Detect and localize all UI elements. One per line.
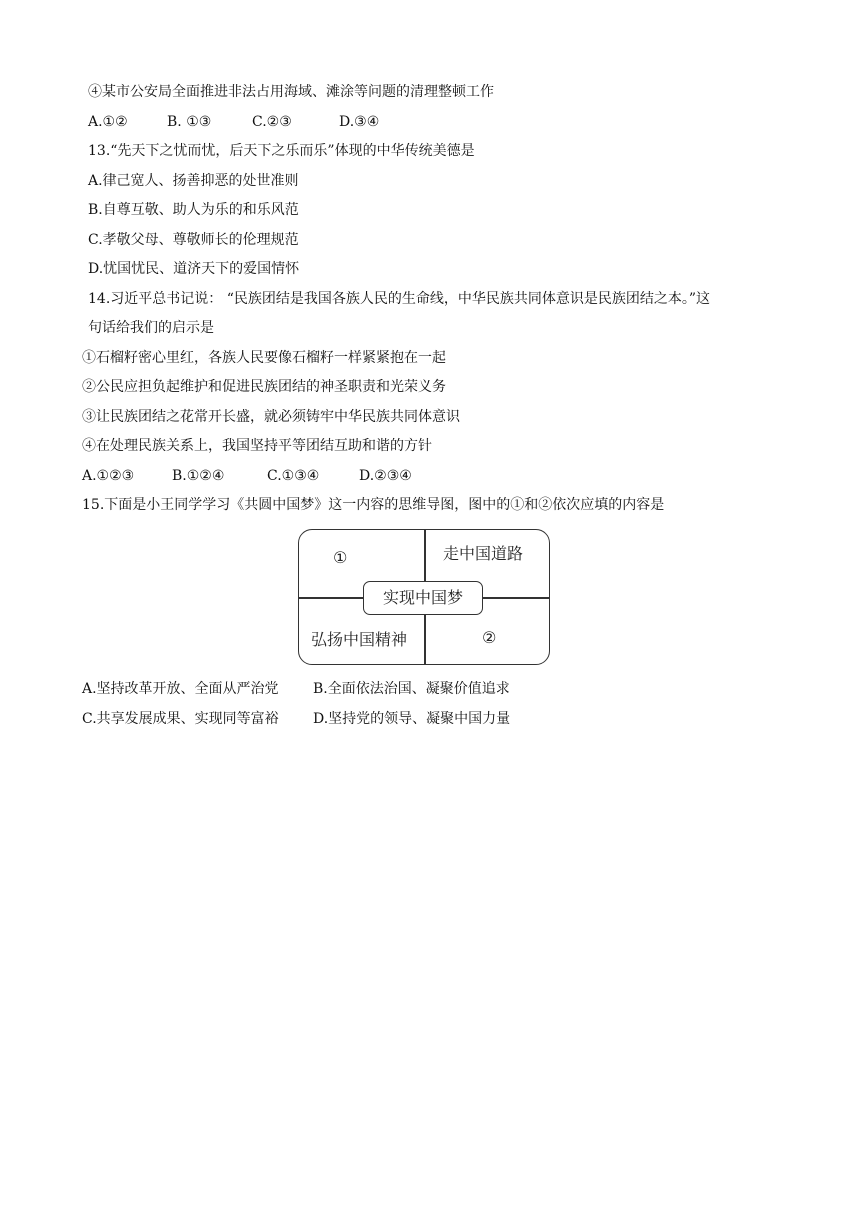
q14-item-1: ①石榴籽密心里红，各族人民要像石榴籽一样紧紧抱在一起 [82,350,446,366]
q13-option-b: B.自尊互敬、助人为乐的和乐风范 [88,202,299,218]
q13-stem: 13.“先天下之忧而忧，后天下之乐而乐”体现的中华传统美德是 [88,143,475,159]
q14-item-2: ②公民应担负起维护和促进民族团结的神圣职责和光荣义务 [82,379,446,395]
q14-item-3: ③让民族团结之花常开长盛，就必须铸牢中华民族共同体意识 [82,409,460,425]
q14-options [82,467,412,485]
q14-option-a: A.①②③ [82,468,135,484]
q12-options [88,113,379,131]
mind-map-top-right: 走中国道路 [443,544,524,563]
q13-option-d: D.忧国忧民、道济天下的爱国情怀 [88,261,300,277]
mind-map-blank-2: ② [482,628,497,647]
q14-option-d: D.②③④ [359,468,412,484]
q15-option-a: A.坚持改革开放、全面从严治党 [82,681,279,697]
mind-map-bottom-left: 弘扬中国精神 [311,630,408,649]
mind-map-diagram [298,529,550,665]
q14-option-c: C.①③④ [267,468,320,484]
mind-map-blank-1: ① [333,548,348,567]
q14-item-4: ④在处理民族关系上，我国坚持平等团结互助和谐的方针 [82,438,432,454]
q13-option-a: A.律己宽人、扬善抑恶的处世准则 [88,173,299,189]
q15-option-b: B.全面依法治国、凝聚价值追求 [313,681,510,697]
q14-option-b: B.①②④ [172,468,225,484]
q12-option-c: C.②③ [252,114,292,130]
q12-option-a: A.①② [88,114,128,130]
q14-stem-line2: 句话给我们的启示是 [88,320,214,336]
q14-stem-line1: 14.习近平总书记说： “民族团结是我国各族人民的生命线，中华民族共同体意识是民族团结之本。”这 [88,291,711,307]
q13-option-c: C.孝敬父母、尊敬师长的伦理规范 [88,232,299,248]
q15-option-c: C.共享发展成果、实现同等富裕 [82,711,279,727]
q12-option-d: D.③④ [339,114,380,130]
q15-stem: 15.下面是小王同学学习《共圆中国梦》这一内容的思维导图，图中的①和②依次应填的内容是 [82,497,665,513]
mind-map-center: 实现中国梦 [363,581,483,615]
q15-option-d: D.坚持党的领导、凝聚中国力量 [313,711,511,727]
q12-option-b: B. ①③ [167,114,212,130]
q12-item-4: ④某市公安局全面推进非法占用海域、滩涂等问题的清理整顿工作 [88,84,494,100]
